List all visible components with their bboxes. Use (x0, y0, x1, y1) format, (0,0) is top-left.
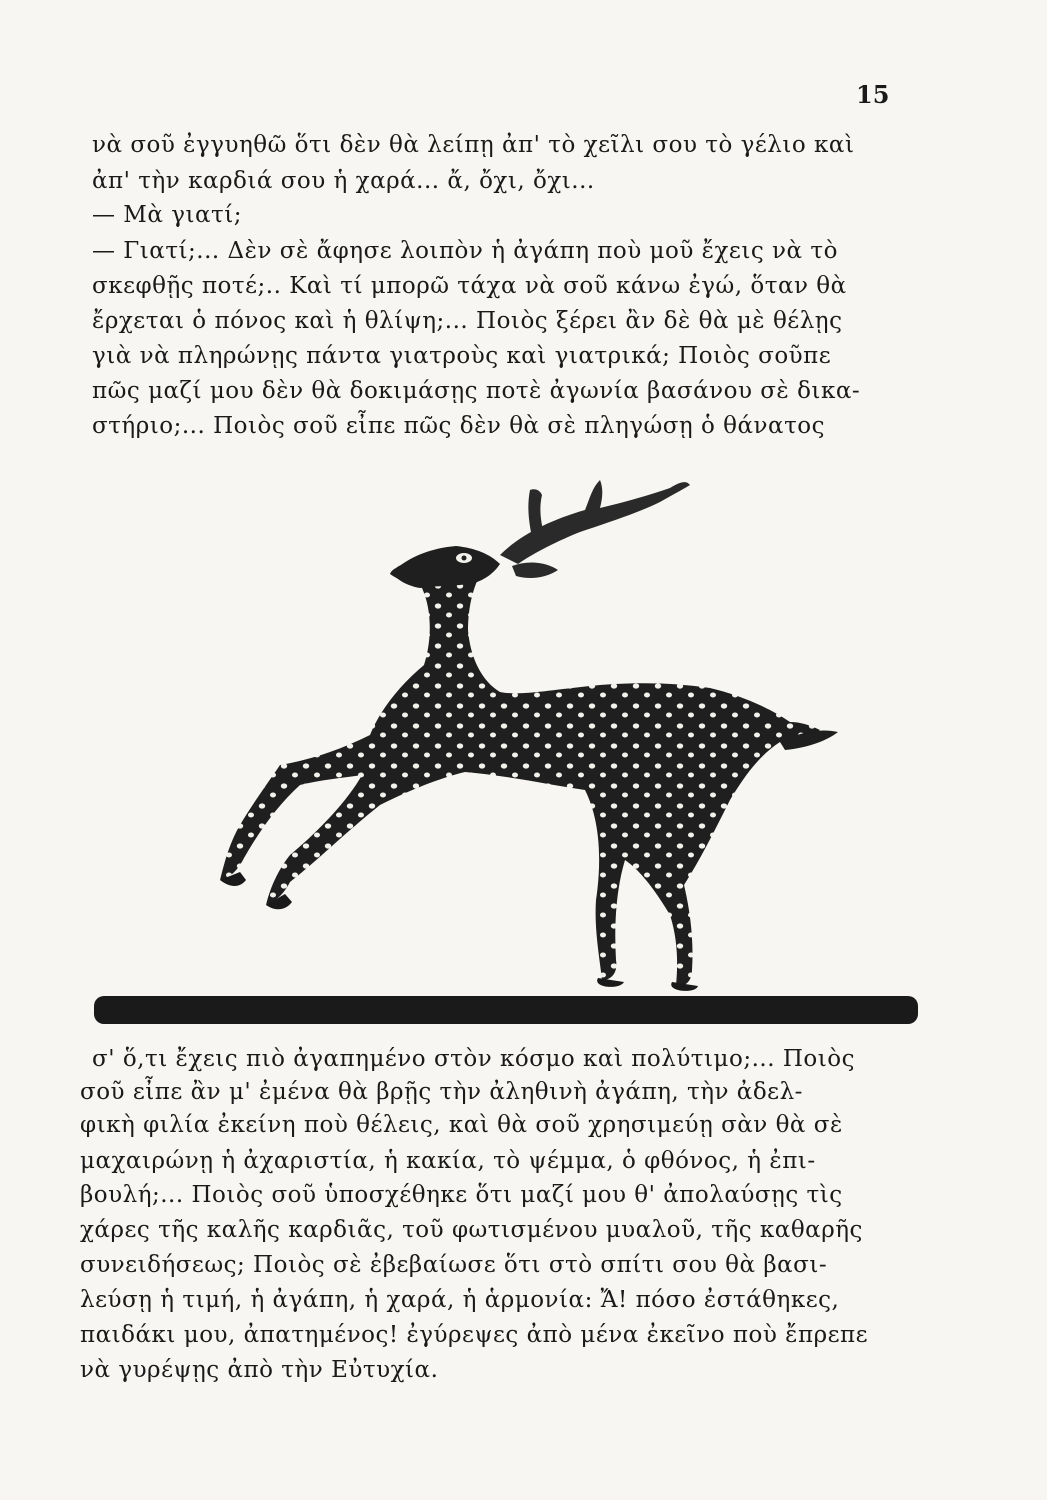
text-line: λεύσῃ ἡ τιμή, ἡ ἀγάπη, ἡ χαρά, ἡ ἁρμονία: Ἄ! πόσο ἐστάθηκες, (80, 1287, 840, 1313)
text-line: νὰ γυρέψῃς ἀπὸ τὴν Εὐτυχία. (80, 1357, 439, 1383)
text-line: μαχαιρώνῃ ἡ ἀχαριστία, ἡ κακία, τὸ ψέμμα, ὁ φθόνος, ἡ ἐπι- (80, 1148, 816, 1174)
text-line: ἀπ' τὴν καρδιά σου ἡ χαρά... ἄ, ὄχι, ὄχι... (92, 168, 595, 194)
text-line: σοῦ εἶπε ἂν μ' ἐμένα θὰ βρῇς τὴν ἀληθινὴ ἀγάπη, τὴν ἀδελ- (80, 1079, 803, 1105)
text-line: χάρες τῆς καλῆς καρδιᾶς, τοῦ φωτισμένου μυαλοῦ, τῆς καθαρῆς (80, 1217, 863, 1243)
text-line: σκεφθῇς ποτέ;.. Καὶ τί μπορῶ τάχα νὰ σοῦ κάνω ἐγώ, ὅταν θὰ (92, 273, 847, 299)
text-line: συνειδήσεως; Ποιὸς σὲ ἐβεβαίωσε ὅτι στὸ σπίτι σου θὰ βασι- (80, 1252, 828, 1278)
page-number: 15 (856, 80, 890, 109)
text-line: νὰ σοῦ ἐγγυηθῶ ὅτι δὲν θὰ λείπῃ ἀπ' τὸ χεῖλι σου τὸ γέλιο καὶ (92, 132, 855, 158)
deer-illustration (80, 460, 950, 1040)
text-line: βουλή;... Ποιὸς σοῦ ὑποσχέθηκε ὅτι μαζί μου θ' ἀπολαύσῃς τὶς (80, 1182, 843, 1208)
text-line: γιὰ νὰ πληρώνῃς πάντα γιατροὺς καὶ γιατρικά; Ποιὸς σοῦπε (92, 343, 832, 369)
text-line: στήριο;... Ποιὸς σοῦ εἶπε πῶς δὲν θὰ σὲ πληγώσῃ ὁ θάνατος (92, 413, 826, 439)
text-line: — Γιατί;... Δὲν σὲ ἄφησε λοιπὸν ἡ ἀγάπη ποὺ μοῦ ἔχεις νὰ τὸ (92, 238, 838, 264)
text-line: — Μὰ γιατί; (92, 202, 242, 228)
text-line: ἔρχεται ὁ πόνος καὶ ἡ θλίψη;... Ποιὸς ξέρει ἂν δὲ θὰ μὲ θέλῃς (92, 308, 843, 334)
text-line: πῶς μαζί μου δὲν θὰ δοκιμάσῃς ποτὲ ἀγωνία βασάνου σὲ δικα- (92, 378, 861, 404)
text-line: σ' ὅ,τι ἔχεις πιὸ ἀγαπημένο στὸν κόσμο καὶ πολύτιμο;... Ποιὸς (92, 1046, 855, 1072)
leaping-deer-icon (80, 460, 950, 1040)
text-line: παιδάκι μου, ἀπατημένος! ἐγύρεψες ἀπὸ μένα ἐκεῖνο ποὺ ἔπρεπε (80, 1322, 869, 1348)
text-line: φικὴ φιλία ἐκείνη ποὺ θέλεις, καὶ θὰ σοῦ χρησιμεύῃ σὰν θὰ σὲ (80, 1112, 843, 1138)
